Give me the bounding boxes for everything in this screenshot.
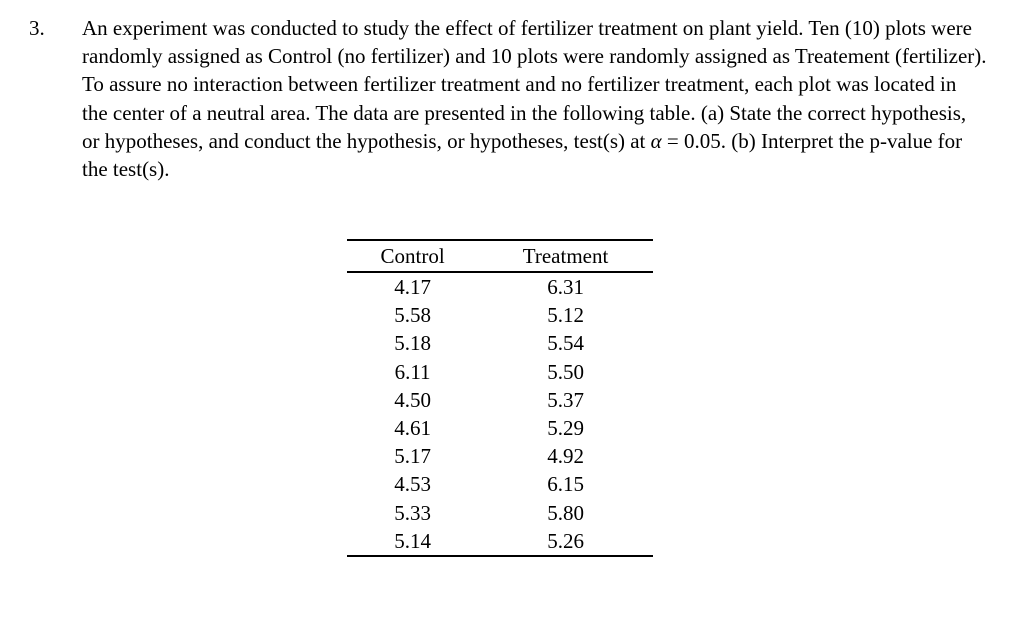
table-cell-control: 5.17 bbox=[394, 444, 431, 469]
table-row bbox=[347, 527, 653, 556]
table-cell-treatment: 5.50 bbox=[547, 359, 584, 384]
table-row bbox=[347, 470, 653, 498]
table-row bbox=[347, 414, 653, 442]
table-cell-control: 4.53 bbox=[394, 472, 431, 497]
table-cell-control: 5.33 bbox=[394, 500, 431, 525]
table-cell-control: 6.11 bbox=[394, 359, 431, 384]
table-cell-control: 4.50 bbox=[394, 387, 431, 412]
table-row bbox=[347, 442, 653, 470]
table-cell-treatment: 5.80 bbox=[547, 500, 584, 525]
table-cell-treatment: 5.12 bbox=[547, 303, 584, 328]
table-cell-control: 5.18 bbox=[394, 331, 431, 356]
table-cell-control: 5.14 bbox=[394, 528, 431, 553]
data-table bbox=[347, 239, 653, 557]
table-cell-treatment: 5.26 bbox=[547, 528, 584, 553]
table-cell-treatment: 6.31 bbox=[547, 275, 584, 299]
table-cell-treatment: 5.37 bbox=[547, 387, 584, 412]
table-row bbox=[347, 358, 653, 386]
problem-text-part-2: = 0.05. (b) Interpret the p-value for the test(s). bbox=[82, 128, 963, 182]
table-cell-treatment: 6.15 bbox=[547, 472, 584, 497]
problem-number: 3. bbox=[29, 16, 45, 40]
table-row bbox=[347, 386, 653, 414]
column-header-control: Control bbox=[380, 244, 445, 268]
table-row bbox=[347, 499, 653, 527]
table-cell-treatment: 4.92 bbox=[547, 444, 584, 469]
table-cell-control: 4.17 bbox=[394, 275, 431, 299]
table-header-row bbox=[347, 240, 653, 272]
problem-text-part-1: An experiment was conducted to study the effect of fertilizer treatment on plant yield. Ten (10) plots were randomly assigned as Control (no fertilizer) and 10 plots were randomly assigned as Treatement (fertilizer). To assure no interaction between fertilizer treatment and no fertilizer treatment, each plot was located in the center of a neutral area. The data are presented in the following table. (a) State the correct hypothesis, or hypotheses, and conduct the hypothesis, or hypotheses, test(s) at bbox=[82, 16, 987, 153]
table-cell-treatment: 5.29 bbox=[547, 416, 584, 441]
alpha-symbol: α bbox=[650, 128, 662, 153]
table-cell-treatment: 5.54 bbox=[547, 331, 584, 356]
table-row bbox=[347, 272, 653, 301]
table-row bbox=[347, 329, 653, 357]
table-row bbox=[347, 301, 653, 329]
problem-statement bbox=[82, 14, 987, 183]
table-cell-control: 4.61 bbox=[394, 416, 431, 441]
column-header-treatment: Treatment bbox=[522, 244, 609, 268]
table-cell-control: 5.58 bbox=[394, 303, 431, 328]
